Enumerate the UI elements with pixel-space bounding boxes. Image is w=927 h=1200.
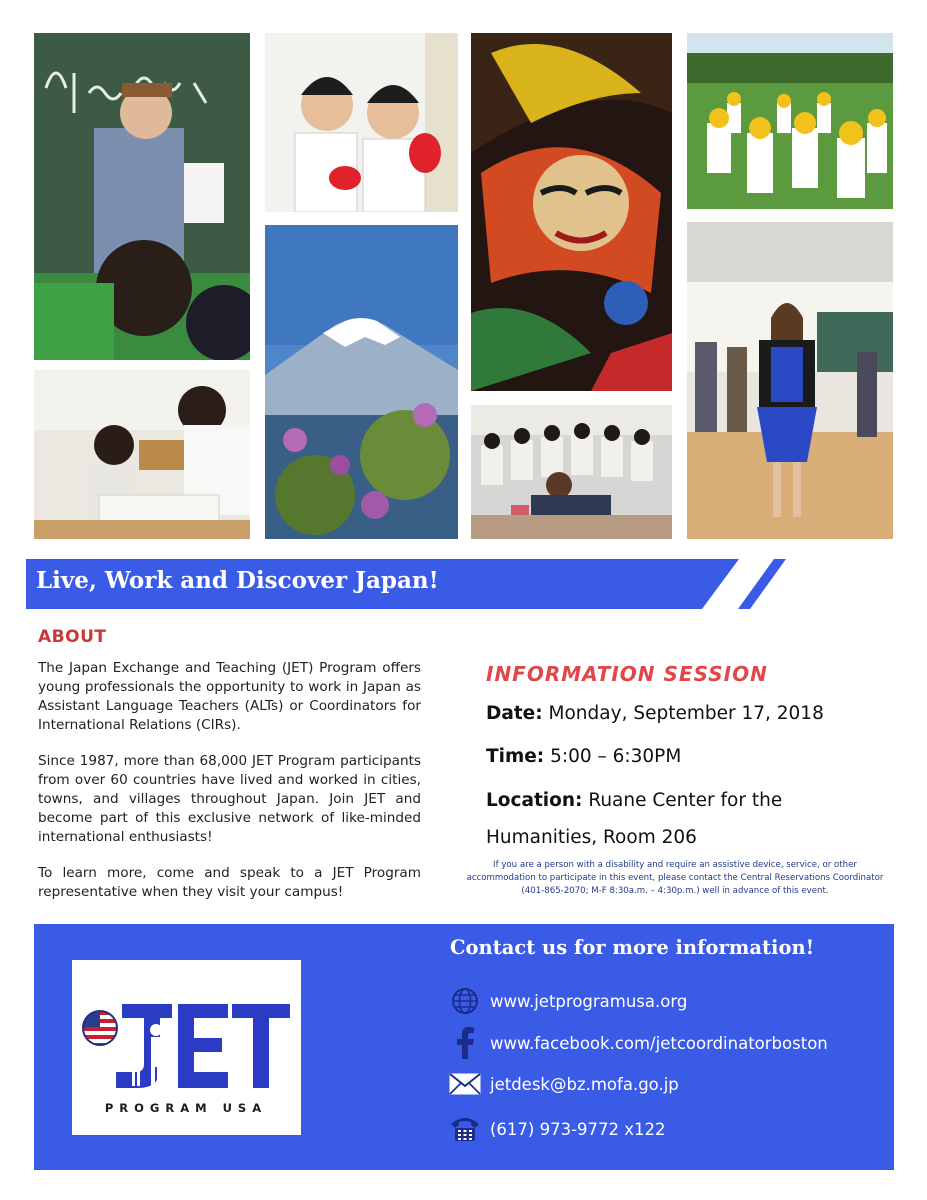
photo-child-drawing <box>34 370 250 539</box>
time-label: Time: <box>486 746 545 767</box>
envelope-icon <box>448 1067 482 1101</box>
location-value: Ruane Center for the Humanities, Room 206 <box>486 790 783 848</box>
about-paragraph-1: The Japan Exchange and Teaching (JET) Program offers young professionals the opportunity to work in Japan as Assistant Language Teachers (ALTs) or Coordinators for International Relations (CIRs). <box>38 660 421 733</box>
phone-number[interactable]: (617) 973-9772 x122 <box>490 1119 666 1139</box>
contact-website[interactable] <box>448 984 687 1018</box>
session-date <box>486 703 824 724</box>
contact-phone[interactable] <box>448 1112 666 1146</box>
contact-facebook[interactable] <box>448 1026 828 1060</box>
telephone-icon <box>448 1112 482 1146</box>
date-value: Monday, September 17, 2018 <box>548 703 824 724</box>
photo-class-group <box>471 405 672 539</box>
logo-tagline: PROGRAM USA <box>104 1101 268 1115</box>
photo-students-field <box>687 33 893 209</box>
session-location <box>486 782 896 856</box>
banner-title: Live, Work and Discover Japan! <box>36 567 439 594</box>
photo-teacher-hallway <box>687 222 893 539</box>
info-session-heading: INFORMATION SESSION <box>486 662 768 686</box>
photo-teacher-classroom <box>34 33 250 360</box>
jet-logo <box>72 960 301 1135</box>
time-value: 5:00 – 6:30PM <box>550 746 682 767</box>
email-link[interactable]: jetdesk@bz.mofa.go.jp <box>490 1074 679 1094</box>
contact-panel <box>34 924 894 1170</box>
session-time <box>486 746 681 767</box>
about-heading: ABOUT <box>38 627 107 647</box>
title-banner <box>26 559 786 609</box>
contact-heading: Contact us for more information! <box>450 936 815 959</box>
photo-mount-fuji <box>265 225 458 539</box>
location-label: Location: <box>486 790 583 811</box>
date-label: Date: <box>486 703 543 724</box>
contact-email[interactable] <box>448 1067 679 1101</box>
about-paragraph-3: To learn more, come and speak to a JET Program representative when they visit your campus! <box>38 865 421 900</box>
facebook-link[interactable]: www.facebook.com/jetcoordinatorboston <box>490 1033 828 1053</box>
website-link[interactable]: www.jetprogramusa.org <box>490 991 688 1011</box>
photo-nebuta-festival <box>471 33 672 391</box>
about-paragraph-2: Since 1987, more than 68,000 JET Program participants from over 60 countries have lived and worked in cities, towns, and villages throughout Japan. Join JET and become part of this exclusive network of like-minded international enthusiasts! <box>38 753 421 845</box>
globe-icon <box>448 984 482 1018</box>
facebook-icon <box>448 1026 482 1060</box>
accessibility-note: If you are a person with a disability and require an assistive device, service, or other accommodation to participate in this event, please contact the Central Reservations Coordinator (401-865-2070; M-F 8:30a.m. – 4:30p.m.) well in advance of this event. <box>466 860 884 896</box>
photo-two-boys <box>265 33 458 212</box>
